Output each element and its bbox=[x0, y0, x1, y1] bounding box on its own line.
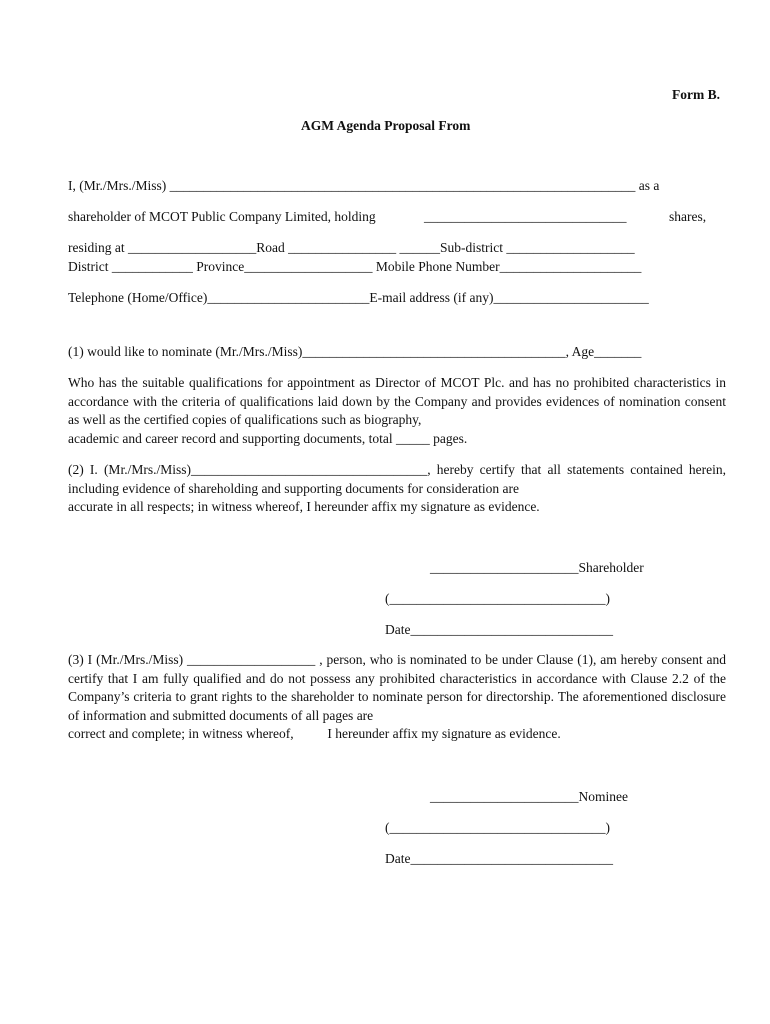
shareholder-printed-name-line[interactable]: (________________________________) bbox=[385, 591, 610, 606]
clause2-text-last: accurate in all respects; in witness whereof, I hereunder affix my signature as evidence. bbox=[68, 499, 540, 514]
clause1-text-last: academic and career record and supporting documents, total _____ pages. bbox=[68, 430, 468, 446]
shares-count-blank[interactable]: ______________________________ bbox=[424, 209, 627, 224]
clause3-paragraph bbox=[68, 651, 726, 744]
shareholder-date-line[interactable]: Date______________________________ bbox=[385, 622, 613, 637]
nominee-signature-line[interactable]: ______________________Nominee bbox=[430, 789, 628, 804]
nominee-date-line[interactable]: Date______________________________ bbox=[385, 851, 613, 866]
address-line[interactable]: residing at ___________________Road ________________ ______Sub-district ___________________ bbox=[68, 240, 635, 255]
clause3-text-last: correct and complete; in witness whereof, I hereunder affix my signature as evidence. bbox=[68, 726, 561, 741]
clause2-text: (2) I. (Mr./Mrs./Miss)___________________________________, hereby certify that all statements contained herein, including evidence of shareholding and supporting documents for consideration are bbox=[68, 462, 726, 496]
form-title: AGM Agenda Proposal From bbox=[301, 118, 471, 133]
shareholding-label: shareholder of MCOT Public Company Limited, holding bbox=[68, 209, 376, 224]
shareholder-signature-line[interactable]: ______________________Shareholder bbox=[430, 560, 644, 575]
clause1-paragraph bbox=[68, 374, 726, 448]
shares-label: shares, bbox=[669, 209, 707, 224]
form-label: Form B. bbox=[672, 87, 720, 102]
shareholder-name-blank[interactable]: _____________________________________________________________________ bbox=[169, 178, 636, 193]
clause2-paragraph bbox=[68, 461, 726, 517]
clause3-text: (3) I (Mr./Mrs./Miss) ___________________ , person, who is nominated to be under Clause (1), am hereby consent and certify that I am fully qualified and do not possess any prohibited characteristics in accordance with Clause 2.2 of the Company’s criteria to grant rights to the shareholder to nominate person for directorship. The aforementioned disclosure of information and submitted documents of all pages are bbox=[68, 652, 726, 723]
clause1-text: Who has the suitable qualifications for appointment as Director of MCOT Plc. and has no prohibited characteristics in accordance with the criteria of qualifications laid down by the Company and provides evidences of nomination consent as well as the certified copies of qualifications such as biography, bbox=[68, 375, 726, 427]
shareholder-name-prefix: I, (Mr./Mrs./Miss) bbox=[68, 178, 170, 193]
telephone-email-line[interactable]: Telephone (Home/Office)________________________E-mail address (if any)_______________________ bbox=[68, 290, 649, 305]
nominee-printed-name-line[interactable]: (________________________________) bbox=[385, 820, 610, 835]
shareholder-name-suffix: as a bbox=[635, 178, 660, 193]
shareholder-name-line bbox=[68, 177, 659, 196]
nominate-line[interactable]: (1) would like to nominate (Mr./Mrs./Miss)_______________________________________, Age_______ bbox=[68, 344, 642, 359]
district-province-phone-line[interactable]: District ____________ Province___________________ Mobile Phone Number_____________________ bbox=[68, 259, 642, 274]
